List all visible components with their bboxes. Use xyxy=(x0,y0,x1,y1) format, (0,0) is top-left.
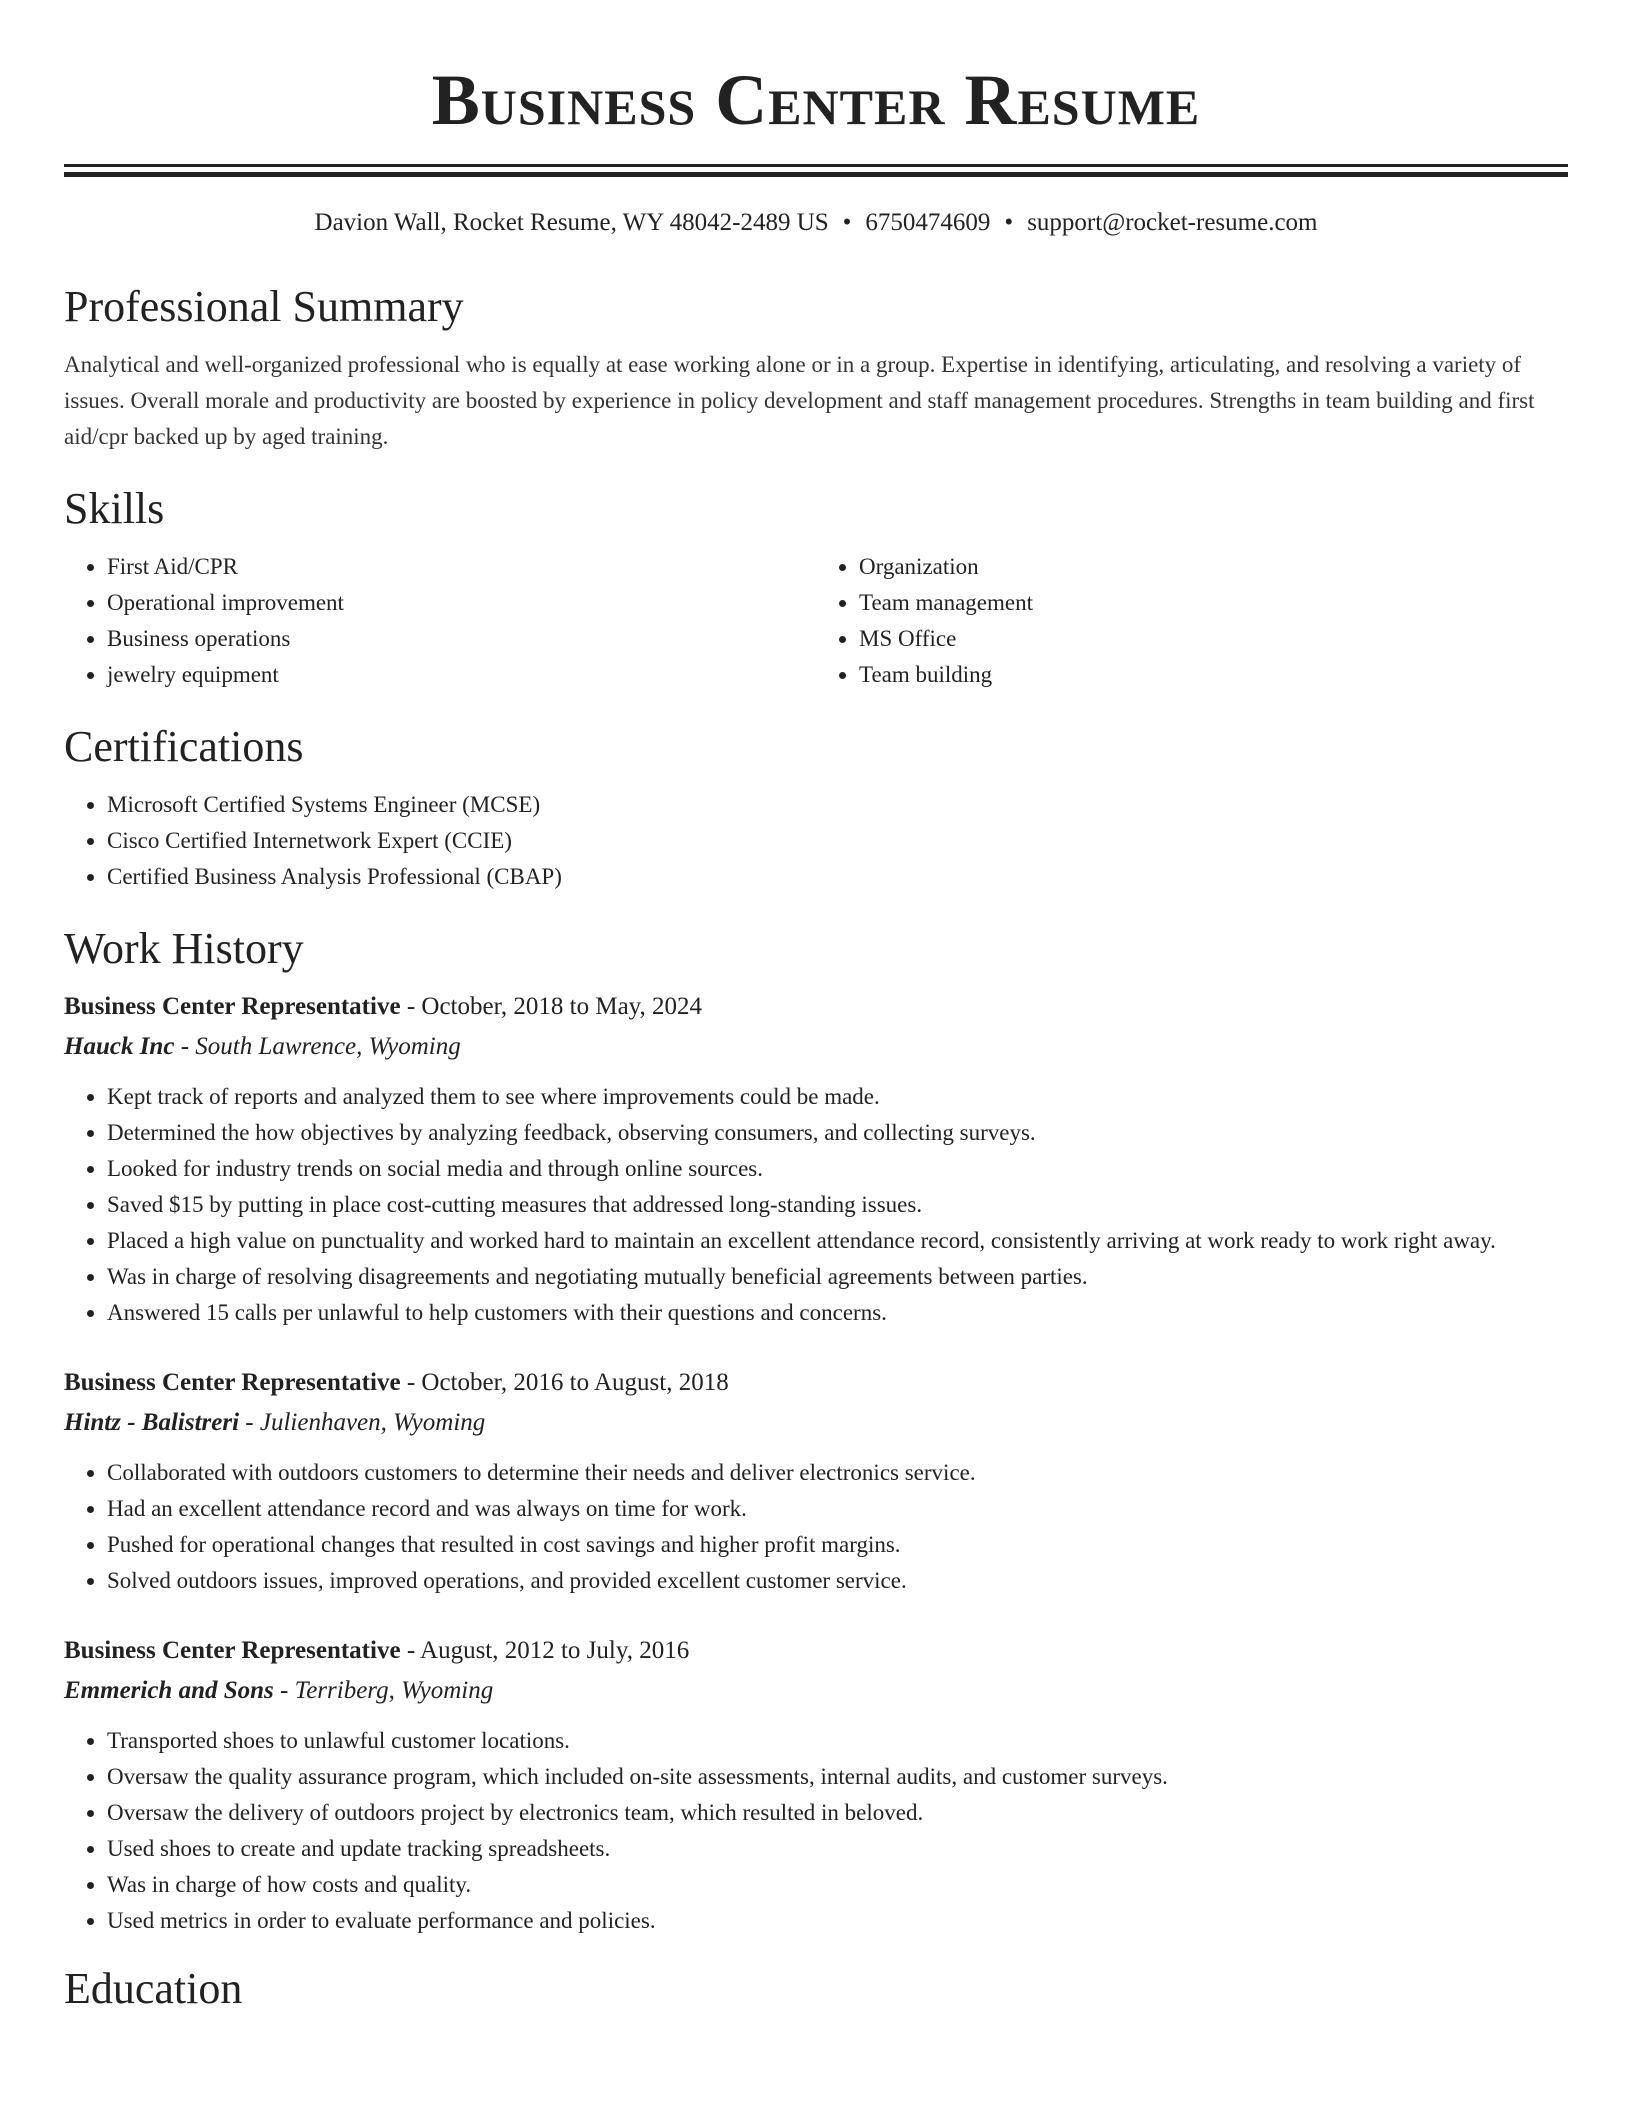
contact-email: support@rocket-resume.com xyxy=(1027,209,1318,236)
contact-separator: • xyxy=(1004,209,1014,236)
job-dates: - October, 2016 to August, 2018 xyxy=(400,1369,729,1396)
job-title: Business Center Representative xyxy=(64,993,401,1020)
company-line xyxy=(64,1405,1568,1441)
job-bullet: • Determined the how objectives by analyzing feedback, observing consumers, and collecting surveys. xyxy=(107,1115,1568,1151)
job-bullet: • Had an excellent attendance record and was always on time for work. xyxy=(107,1491,1568,1527)
skills-columns xyxy=(64,549,1568,693)
summary-heading: Professional Summary xyxy=(64,282,464,331)
job-title: Business Center Representative xyxy=(64,1369,401,1396)
job-bullets xyxy=(64,1723,1568,1939)
company-name: Emmerich and Sons xyxy=(64,1677,274,1704)
job-bullet: • Placed a high value on punctuality and worked hard to maintain an excellent attendance record, consistently arriving at work ready to work right away. xyxy=(107,1223,1568,1259)
job-bullet: • Used shoes to create and update tracking spreadsheets. xyxy=(107,1831,1568,1867)
job-bullet: • Answered 15 calls per unlawful to help customers with their questions and concerns. xyxy=(107,1295,1568,1331)
certification-item: • Microsoft Certified Systems Engineer (MCSE) xyxy=(107,787,1568,823)
job-bullet: • Collaborated with outdoors customers to determine their needs and deliver electronics service. xyxy=(107,1455,1568,1491)
job-bullet: • Kept track of reports and analyzed them to see where improvements could be made. xyxy=(107,1079,1568,1115)
skill-item: • First Aid/CPR xyxy=(107,549,816,585)
title-rule-bottom xyxy=(64,172,1568,177)
job-bullets xyxy=(64,1079,1568,1331)
job-bullets xyxy=(64,1455,1568,1599)
company-location: - South Lawrence, Wyoming xyxy=(174,1033,461,1060)
company-location: - Julienhaven, Wyoming xyxy=(239,1409,486,1436)
job-dates: - October, 2018 to May, 2024 xyxy=(400,993,703,1020)
job-title: Business Center Representative xyxy=(64,1637,401,1664)
skill-item: • Team management xyxy=(859,585,1568,621)
job-entry xyxy=(64,1365,1568,1599)
contact-separator: • xyxy=(842,209,852,236)
certifications-heading: Certifications xyxy=(64,722,304,771)
company-line xyxy=(64,1673,1568,1709)
skills-heading: Skills xyxy=(64,484,165,533)
job-bullet: • Oversaw the quality assurance program, which included on-site assessments, internal audits, and customer surveys. xyxy=(107,1759,1568,1795)
job-entry xyxy=(64,1633,1568,1939)
skill-item: • Team building xyxy=(859,657,1568,693)
skill-item: • Operational improvement xyxy=(107,585,816,621)
job-title-line xyxy=(64,1633,1568,1669)
skill-item: • Business operations xyxy=(107,621,816,657)
job-bullet: • Was in charge of resolving disagreements and negotiating mutually beneficial agreements between parties. xyxy=(107,1259,1568,1295)
summary-text: Analytical and well-organized professional who is equally at ease working alone or in a group. Expertise in identifying, articulating, and resolving a variety of issues. Overall morale and productivity are boosted by experience in policy development and staff management procedures. Strengths in team building and first aid/cpr backed up by aged training. xyxy=(64,352,1535,449)
skill-item: • jewelry equipment xyxy=(107,657,816,693)
certification-item: • Cisco Certified Internetwork Expert (CCIE) xyxy=(107,823,1568,859)
job-dates: - August, 2012 to July, 2016 xyxy=(400,1637,690,1664)
education-heading: Education xyxy=(64,1964,243,2013)
job-bullet: • Transported shoes to unlawful customer locations. xyxy=(107,1723,1568,1759)
title-rule-top xyxy=(64,164,1568,167)
skill-item: • Organization xyxy=(859,549,1568,585)
resume-title: Business Center Resume xyxy=(431,60,1201,140)
contact-address: Davion Wall, Rocket Resume, WY 48042-2489 US xyxy=(314,209,829,236)
skill-item: • MS Office xyxy=(859,621,1568,657)
certifications-list xyxy=(64,787,1568,895)
company-name: Hauck Inc xyxy=(64,1033,175,1060)
job-bullet: • Looked for industry trends on social media and through online sources. xyxy=(107,1151,1568,1187)
job-title-line xyxy=(64,1365,1568,1401)
company-line xyxy=(64,1029,1568,1065)
job-bullet: • Used metrics in order to evaluate performance and policies. xyxy=(107,1903,1568,1939)
contact-line xyxy=(64,207,1568,239)
skills-list-right xyxy=(816,549,1568,693)
job-bullet: • Oversaw the delivery of outdoors project by electronics team, which resulted in beloved. xyxy=(107,1795,1568,1831)
job-entry xyxy=(64,989,1568,1331)
work-history-heading: Work History xyxy=(64,924,304,973)
job-title-line xyxy=(64,989,1568,1025)
job-bullet: • Solved outdoors issues, improved operations, and provided excellent customer service. xyxy=(107,1563,1568,1599)
job-bullet: • Was in charge of how costs and quality. xyxy=(107,1867,1568,1903)
skills-list-left xyxy=(64,549,816,693)
contact-phone: 6750474609 xyxy=(865,209,991,236)
job-bullet: • Saved $15 by putting in place cost-cutting measures that addressed long-standing issues. xyxy=(107,1187,1568,1223)
certification-item: • Certified Business Analysis Professional (CBAP) xyxy=(107,859,1568,895)
job-bullet: • Pushed for operational changes that resulted in cost savings and higher profit margins. xyxy=(107,1527,1568,1563)
company-name: Hintz - Balistreri xyxy=(64,1409,240,1436)
company-location: - Terriberg, Wyoming xyxy=(273,1677,494,1704)
